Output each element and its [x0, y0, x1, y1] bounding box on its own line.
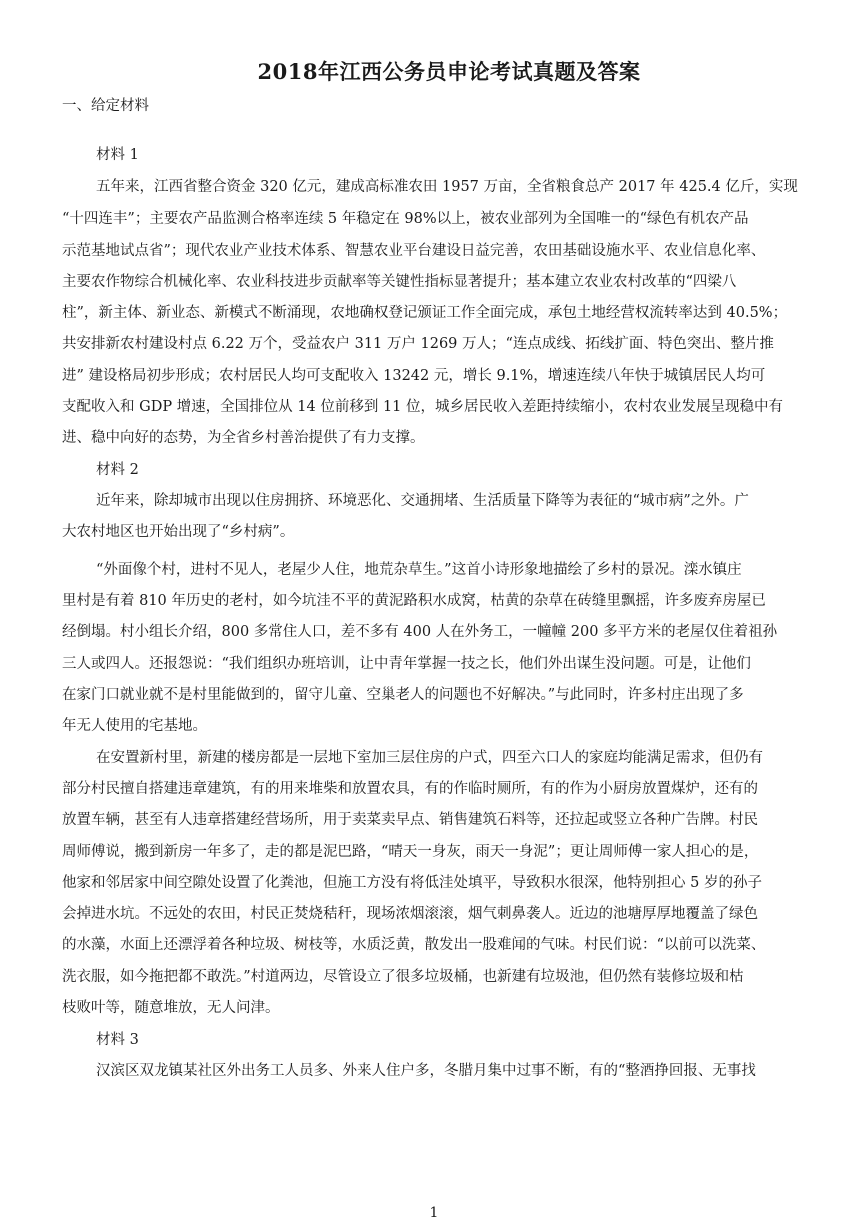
material-2-line: 在安置新村里，新建的楼房都是一层地下室加三层住房的户式，四至六口人的家庭均能满足需求，但仍有: [96, 750, 763, 766]
material-1-line: “十四连丰”；主要农产品监测合格率连续 5 年稳定在 98%以上，被农业部列为全国唯一的“绿色有机农产品: [62, 211, 749, 227]
material-2-line: “外面像个村，进村不见人，老屋少人住，地荒杂草生。”这首小诗形象地描绘了乡村的景况。滦水镇庄: [96, 562, 742, 578]
material-1-line: 支配收入和 GDP 增速，全国排位从 14 位前移到 11 位，城乡居民收入差距持续缩小，农村农业发展呈现稳中有: [62, 399, 784, 415]
material-2-line: 近年来，除却城市出现以住房拥挤、环境恶化、交通拥堵、生活质量下降等为表征的“城市病”之外。广: [96, 493, 749, 509]
material-2-line: 的水藻，水面上还漂浮着各种垃圾、树枝等，水质泛黄，散发出一股难闻的气味。村民们说：“以前可以洗菜、: [62, 937, 766, 953]
material-1-line: 进” 建设格局初步形成；农村居民人均可支配收入 13242 元，增长 9.1%，增速连续八年快于城镇居民人均可: [62, 368, 766, 384]
material-2-line: 部分村民擅自搭建违章建筑，有的用来堆柴和放置农具，有的作临时厕所，有的作为小厨房放置煤炉，还有的: [62, 781, 758, 797]
material-1-line: 柱”，新主体、新业态、新模式不断涌现，农地确权登记颁证工作全面完成，承包土地经营权流转率达到 40.5%；: [62, 305, 788, 321]
material-1-line: 五年来，江西省整合资金 320 亿元，建成高标准农田 1957 万亩，全省粮食总产 2017 年 425.4 亿斤，实现: [96, 179, 798, 195]
material-2-line: 经倒塌。村小组长介绍，800 多常住人口，差不多有 400 人在外务工，一幢幢 200 多平方米的老屋仅住着祖孙: [62, 624, 778, 640]
material-2-line: 大农村地区也开始出现了“乡村病”。: [62, 524, 295, 540]
material-1-heading: 材料 1: [96, 147, 139, 163]
material-2-line: 在家门口就业就不是村里能做到的，留守儿童、空巢老人的问题也不好解决。”与此同时，许多村庄出现了多: [62, 687, 744, 703]
material-2-line: 他家和邻居家中间空隙处设置了化粪池，但施工方没有将低洼处填平，导致积水很深，他特别担心 5 岁的孙子: [62, 875, 762, 891]
material-2-line: 枝败叶等，随意堆放，无人问津。: [62, 1000, 280, 1016]
material-2-line: 里村是有着 810 年历史的老村，如今坑洼不平的黄泥路积水成窝，枯黄的杂草在砖缝里飘摇，许多废弃房屋已: [62, 593, 766, 609]
document-title: 2018年江西公务员申论考试真题及答案: [257, 59, 641, 84]
material-2-heading: 材料 2: [96, 462, 139, 478]
material-2-line: 年无人使用的宅基地。: [62, 718, 207, 734]
material-1-line: 共安排新农村建设村点 6.22 万个，受益农户 311 万户 1269 万人；“连点成线、拓线扩面、特色突出、整片推: [62, 336, 774, 352]
material-3-heading: 材料 3: [96, 1032, 139, 1048]
material-2-line: 会掉进水坑。不远处的农田，村民正焚烧秸秆，现场浓烟滚滚，烟气刺鼻袭人。近边的池塘厚厚地覆盖了绿色: [62, 906, 758, 922]
page-number: 1: [429, 1205, 439, 1221]
section-heading: 一、给定材料: [62, 98, 149, 114]
material-1-line: 进、稳中向好的态势，为全省乡村善治提供了有力支撑。: [62, 430, 425, 446]
material-3-line: 汉滨区双龙镇某社区外出务工人员多、外来人住户多，冬腊月集中过事不断，有的“整酒挣回报、无事找: [96, 1063, 756, 1079]
material-1-line: 主要农作物综合机械化率、农业科技进步贡献率等关键性指标显著提升；基本建立农业农村改革的“四梁八: [62, 274, 737, 290]
material-2-line: 三人或四人。还报怨说：“我们组织办班培训，让中青年掌握一技之长，他们外出谋生没问题。可是，让他们: [62, 656, 751, 672]
material-2-line: 洗衣服，如今拖把都不敢洗。”村道两边，尽管设立了很多垃圾桶，也新建有垃圾池，但仍然有装修垃圾和枯: [62, 969, 744, 985]
material-2-line: 放置车辆，甚至有人违章搭建经营场所，用于卖菜卖早点、销售建筑石料等，还拉起或竖立各种广告牌。村民: [62, 812, 758, 828]
material-2-line: 周师傅说，搬到新房一年多了，走的都是泥巴路，“晴天一身灰，雨天一身泥”；更让周师傅一家人担心的是，: [62, 844, 759, 860]
material-1-line: 示范基地试点省”；现代农业产业技术体系、智慧农业平台建设日益完善，农田基础设施水平、农业信息化率、: [62, 243, 766, 259]
